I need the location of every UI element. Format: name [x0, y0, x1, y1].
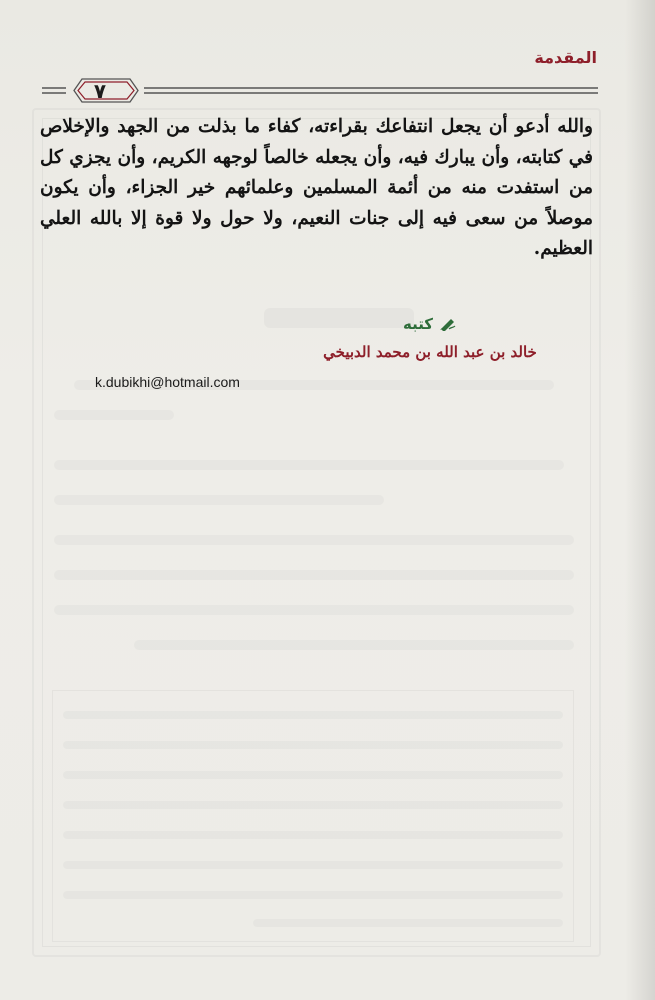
- signature-block: [280, 315, 580, 361]
- page-number: ٧: [93, 79, 107, 103]
- show-through-line: [63, 711, 563, 719]
- show-through-line: [63, 741, 563, 749]
- show-through-line: [63, 831, 563, 839]
- pen-icon: [439, 317, 457, 331]
- written-by-label: كتبه: [402, 315, 434, 333]
- show-through-line: [54, 410, 174, 420]
- show-through-line: [54, 535, 574, 545]
- running-head: المقدمة: [534, 48, 597, 67]
- show-through-line: [54, 495, 384, 505]
- closing-paragraph: والله أدعو أن يجعل انتفاعك بقراءته، كفاء ما بذلت من الجهد والإخلاص في كتابته، وأن يبارك فيه، وأن يجعله خالصاً لوجهه الكريم، وأن يجزي كل من استفدت منه من أئمة المسلمين وعلمائهم خير الجزاء، وأن يكون موصلاً من سعى فيه إلى جنات النعيم، ولا حول ولا قوة إلا بالله العلي العظيم.: [40, 116, 593, 259]
- author-email: k.dubikhi@hotmail.com: [95, 374, 240, 390]
- show-through-line: [63, 771, 563, 779]
- show-through-line: [54, 605, 574, 615]
- author-name: خالد بن عبد الله بن محمد الدبيخي: [323, 343, 537, 361]
- body-text: [40, 112, 593, 265]
- show-through-line: [63, 891, 563, 899]
- show-through-line: [253, 919, 563, 927]
- show-through-line: [134, 640, 574, 650]
- show-through-line: [54, 570, 574, 580]
- written-by-line: [280, 315, 580, 333]
- show-through-footnote-box: [52, 690, 574, 942]
- show-through-line: [54, 460, 564, 470]
- show-through-line: [63, 801, 563, 809]
- show-through-line: [63, 861, 563, 869]
